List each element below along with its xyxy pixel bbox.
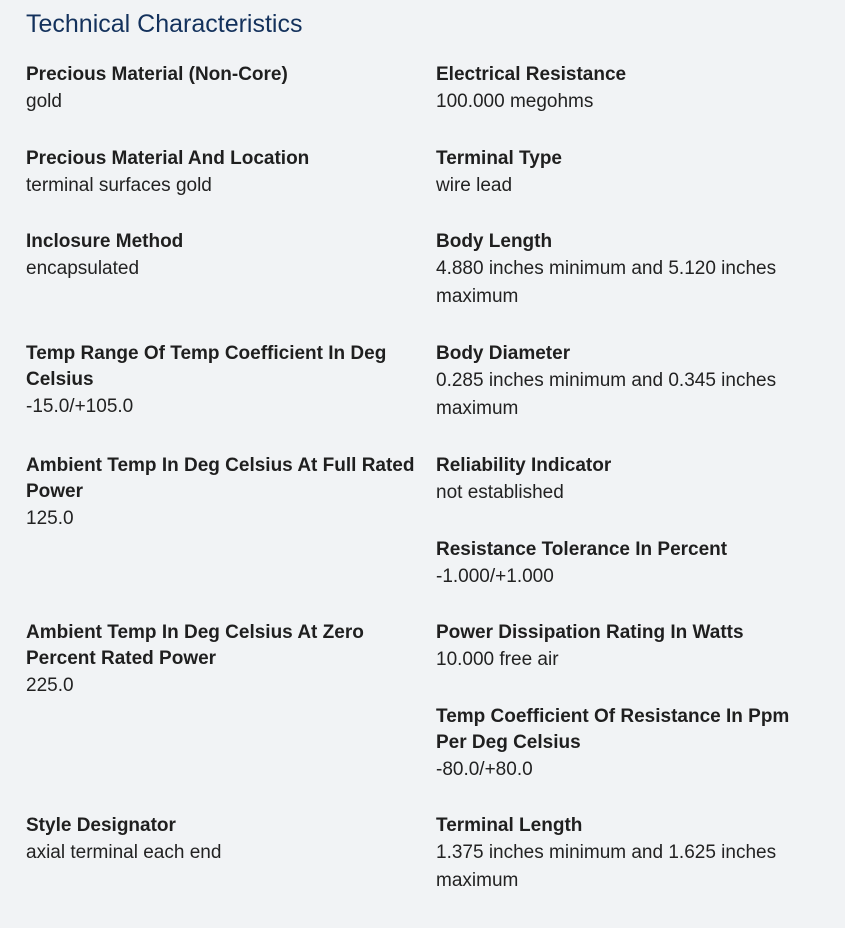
characteristic-value: 1.375 inches minimum and 1.625 inches maximum (436, 842, 777, 891)
characteristic-value: -15.0/+105.0 (26, 396, 134, 417)
characteristic-value: terminal surfaces gold (26, 175, 212, 196)
characteristic-label: Resistance Tolerance In Percent (436, 539, 728, 560)
characteristic-item (436, 453, 821, 507)
characteristic-label: Temp Range Of Temp Coefficient In Deg Celsius (26, 343, 387, 390)
characteristic-value: axial terminal each end (26, 842, 222, 863)
section-title: Technical Characteristics (26, 10, 303, 38)
characteristic-label: Body Length (436, 231, 553, 252)
characteristic-value: 4.880 inches minimum and 5.120 inches maximum (436, 258, 777, 307)
characteristic-item (26, 620, 416, 700)
characteristic-value: 225.0 (26, 675, 74, 696)
characteristic-label: Style Designator (26, 815, 176, 836)
characteristic-item (26, 62, 416, 116)
characteristic-item (26, 146, 416, 200)
characteristic-value: encapsulated (26, 258, 140, 279)
characteristic-item (436, 704, 821, 784)
characteristic-item (436, 62, 821, 116)
characteristic-item (436, 620, 821, 674)
characteristic-label: Ambient Temp In Deg Celsius At Full Rated Power (26, 455, 415, 502)
characteristic-value: 10.000 free air (436, 649, 559, 670)
characteristic-value: gold (26, 91, 62, 112)
characteristic-label: Ambient Temp In Deg Celsius At Zero Percent Rated Power (26, 622, 364, 669)
characteristic-item (26, 229, 416, 283)
characteristic-label: Precious Material (Non-Core) (26, 64, 288, 85)
characteristic-label: Precious Material And Location (26, 148, 310, 169)
characteristic-label: Reliability Indicator (436, 455, 612, 476)
characteristic-label: Electrical Resistance (436, 64, 627, 85)
characteristic-label: Body Diameter (436, 343, 571, 364)
characteristic-item (26, 341, 416, 421)
characteristic-label: Terminal Type (436, 148, 562, 169)
characteristic-item (26, 453, 416, 533)
characteristic-item (436, 341, 821, 423)
characteristic-label: Power Dissipation Rating In Watts (436, 622, 744, 643)
characteristic-label: Terminal Length (436, 815, 583, 836)
characteristic-value: -80.0/+80.0 (436, 759, 533, 780)
characteristic-value: wire lead (436, 175, 513, 196)
characteristic-item (436, 229, 821, 311)
characteristic-label: Inclosure Method (26, 231, 184, 252)
characteristic-item (436, 537, 821, 591)
characteristic-label: Temp Coefficient Of Resistance In Ppm Per Deg Celsius (436, 706, 790, 753)
characteristic-item (26, 813, 416, 867)
characteristic-value: 100.000 megohms (436, 91, 594, 112)
characteristic-value: -1.000/+1.000 (436, 566, 554, 587)
characteristic-item (436, 146, 821, 200)
characteristic-value: 125.0 (26, 508, 74, 529)
characteristic-value: 0.285 inches minimum and 0.345 inches maximum (436, 370, 777, 419)
characteristic-value: not established (436, 482, 564, 503)
characteristic-item (436, 813, 821, 895)
characteristics-grid (26, 0, 826, 928)
